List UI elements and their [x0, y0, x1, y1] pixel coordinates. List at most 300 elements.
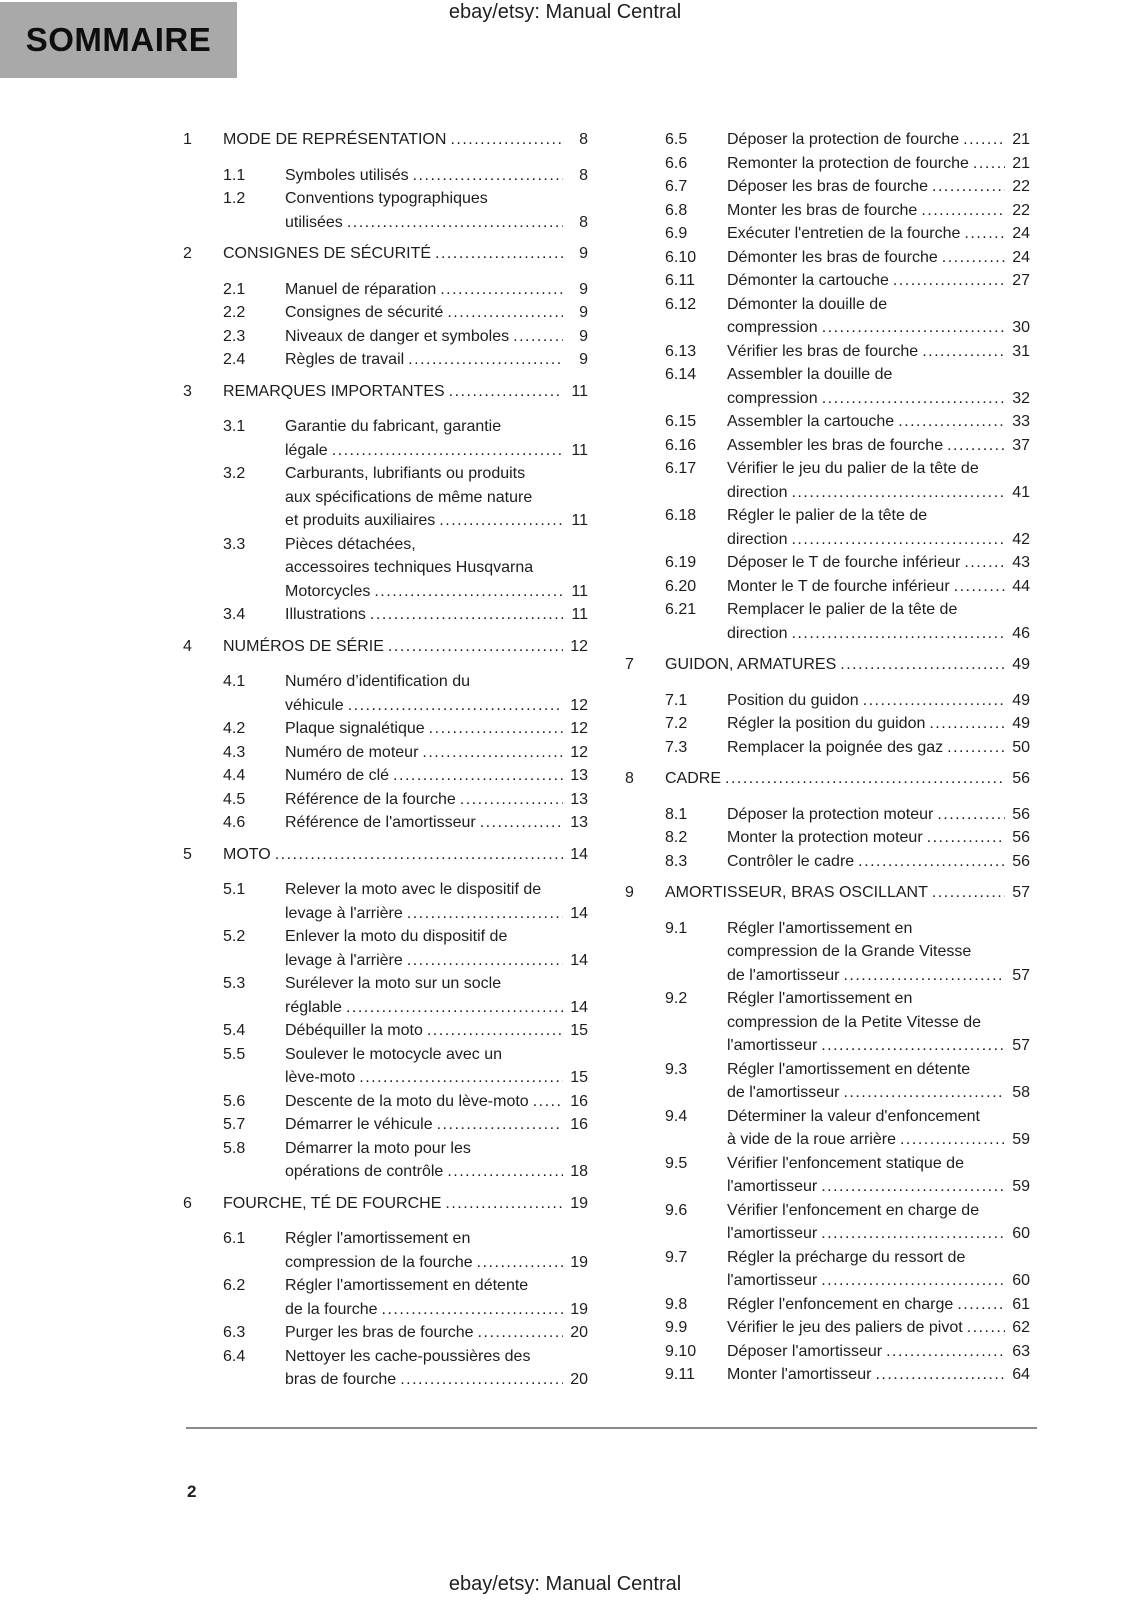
toc-page-ref: 27 [1012, 272, 1030, 289]
toc-entry-number: 2.2 [223, 304, 246, 321]
toc-entry-text: lève-moto [285, 1069, 356, 1086]
toc-entry [665, 199, 1030, 223]
toc-entry-number: 6.15 [665, 413, 697, 430]
toc-entry-text: Règles de travail [285, 351, 405, 368]
toc-section-block [625, 653, 1030, 759]
toc-entry-line [665, 803, 1030, 827]
toc-entry-line [223, 925, 588, 949]
toc-entry-line [665, 1340, 1030, 1364]
toc-entry-line [223, 462, 588, 486]
toc-page-ref: 20 [570, 1371, 588, 1388]
toc-entry-indent [665, 1175, 727, 1199]
toc-entry-line [223, 439, 588, 463]
toc-entry-line [665, 457, 1030, 481]
toc-entry-text: Régler l'amortissement en détente [285, 1277, 529, 1294]
toc-page-ref: 11 [571, 382, 588, 400]
toc-page-ref: 21 [1012, 131, 1030, 148]
dot-leader [921, 199, 1005, 223]
toc-entry-text: Manuel de réparation [285, 280, 437, 298]
toc-entry [223, 278, 588, 302]
toc-entry-line [665, 1246, 1030, 1270]
toc-page-ref: 33 [1012, 413, 1030, 430]
toc-entry-text: direction [727, 530, 788, 548]
toc-entry-line [665, 293, 1030, 317]
dot-leader [450, 128, 563, 152]
toc-entry [665, 340, 1030, 364]
toc-section-title: NUMÉROS DE SÉRIE [223, 637, 384, 655]
toc-page-ref: 9 [579, 245, 588, 262]
toc-entry-line [223, 486, 588, 510]
toc-entry-text: Remplacer le palier de la tête de [727, 601, 958, 618]
toc-entry-number: 5.7 [223, 1116, 246, 1133]
toc-entry-line [223, 325, 588, 349]
toc-entry [223, 1321, 588, 1345]
toc-entry-number: 6.3 [223, 1324, 246, 1341]
dot-leader [858, 850, 1005, 874]
toc-page-ref: 13 [570, 790, 588, 808]
toc-entry-line [665, 1222, 1030, 1246]
toc-entry [223, 670, 588, 717]
toc-entry-number: 3.3 [223, 535, 246, 553]
dot-leader [413, 164, 563, 188]
toc-page-ref: 11 [571, 441, 588, 459]
toc-entry-number: 6.2 [223, 1277, 246, 1294]
dot-leader [347, 211, 563, 235]
toc-entry-indent [223, 1160, 285, 1184]
toc-column-right [625, 128, 1030, 1392]
dot-leader [439, 509, 563, 533]
toc-entry [665, 269, 1030, 293]
toc-entry [223, 1227, 588, 1274]
toc-entry-indent [223, 1298, 285, 1322]
toc-entry-number: 5.5 [223, 1045, 246, 1063]
toc-entry [665, 175, 1030, 199]
toc-entry [223, 462, 588, 533]
toc-entry-text: accessoires techniques Husqvarna [285, 559, 534, 576]
toc-entry-text: véhicule [285, 696, 344, 714]
toc-entry-line [223, 902, 588, 926]
toc-entry-line [223, 211, 588, 235]
toc-section-number: 2 [183, 245, 192, 262]
toc-entry-line [665, 504, 1030, 528]
toc-entry [665, 1152, 1030, 1199]
toc-section-block [625, 767, 1030, 873]
toc-entry-text: Déposer la protection moteur [727, 805, 934, 823]
dot-leader [478, 1321, 563, 1345]
toc-entry-line [223, 301, 588, 325]
toc-entry-line [223, 878, 588, 902]
toc-entry [223, 1137, 588, 1184]
toc-entry [223, 187, 588, 234]
dot-leader [435, 242, 563, 266]
toc-entry-indent [665, 316, 727, 340]
toc-entry-text: Démonter la cartouche [727, 272, 889, 289]
toc-entry-number: 6.17 [665, 460, 697, 477]
toc-section-block [183, 843, 588, 1184]
toc-entry-line [223, 415, 588, 439]
toc-entry-text: Vérifier l'enfoncement en charge de [727, 1201, 980, 1219]
toc-page-ref: 8 [579, 166, 588, 184]
toc-entry-line [665, 1128, 1030, 1152]
toc-page-ref: 62 [1012, 1319, 1030, 1336]
toc-entry [665, 987, 1030, 1058]
toc-entry-text: à vide de la roue arrière [727, 1131, 896, 1148]
toc-entry-number: 6.10 [665, 248, 697, 266]
toc-entry-line [665, 1293, 1030, 1317]
toc-section-title: MOTO [223, 845, 271, 863]
toc-entry-number: 8.3 [665, 852, 688, 870]
toc-entry [223, 878, 588, 925]
toc-entry-line [223, 603, 588, 627]
toc-page-ref: 13 [570, 767, 588, 784]
toc-items [223, 164, 588, 235]
toc-entry-line [665, 410, 1030, 434]
toc-page-ref: 18 [570, 1163, 588, 1180]
toc-page-ref: 8 [579, 213, 588, 231]
toc-entry-line [223, 1066, 588, 1090]
toc-entry-line [665, 598, 1030, 622]
toc-entry-text: Descente de la moto du lève-moto [285, 1092, 529, 1110]
toc-entry-line [665, 269, 1030, 293]
toc-entry-number: 6.21 [665, 601, 697, 618]
table-of-contents [183, 128, 1030, 1392]
toc-page-ref: 14 [570, 951, 588, 969]
toc-entry [665, 850, 1030, 874]
toc-page-ref: 44 [1012, 577, 1030, 595]
toc-entry-line [223, 1251, 588, 1275]
toc-entry-line [223, 741, 588, 765]
toc-entry-text: Régler l'amortissement en [727, 990, 913, 1007]
toc-entry-number: 9.6 [665, 1201, 688, 1219]
toc-page-ref: 15 [570, 1069, 588, 1086]
toc-items [223, 670, 588, 835]
toc-entry-number: 7.3 [665, 738, 688, 756]
toc-page-ref: 22 [1012, 178, 1030, 195]
toc-section-header [183, 1192, 588, 1216]
dot-leader [954, 575, 1005, 599]
dot-leader [407, 902, 563, 926]
toc-entry [223, 325, 588, 349]
toc-entry [665, 1363, 1030, 1387]
toc-entry-text: Démonter la douille de [727, 295, 888, 313]
toc-page-ref: 42 [1012, 530, 1030, 548]
toc-entry [665, 917, 1030, 988]
toc-entry-text: Démarrer la moto pour les [285, 1139, 471, 1157]
toc-entry-text: l'amortisseur [727, 1178, 818, 1195]
toc-entry-number: 9.7 [665, 1248, 688, 1266]
toc-entry [665, 551, 1030, 575]
dot-leader [440, 278, 563, 302]
toc-entry-indent [665, 964, 727, 988]
toc-items [223, 1227, 588, 1392]
toc-page-ref: 12 [570, 637, 588, 655]
toc-entry-line [223, 1090, 588, 1114]
toc-entry-number: 6.6 [665, 154, 688, 172]
toc-entry-line [665, 1058, 1030, 1082]
toc-page-ref: 12 [570, 720, 588, 737]
toc-entry-line [665, 363, 1030, 387]
toc-page-ref: 8 [579, 131, 588, 148]
toc-entry-number: 1.1 [223, 166, 246, 184]
toc-entry-line [665, 736, 1030, 760]
toc-entry-number: 6.19 [665, 554, 697, 571]
toc-entry-line [665, 1316, 1030, 1340]
toc-entry-text: compression [727, 319, 818, 336]
toc-page-ref: 9 [579, 280, 588, 298]
toc-entry-line [665, 340, 1030, 364]
toc-entry-text: Motorcycles [285, 582, 371, 600]
toc-entry-text: Enlever la moto du dispositif de [285, 928, 508, 945]
toc-entry-line [665, 1363, 1030, 1387]
toc-entry-line [665, 1269, 1030, 1293]
toc-entry [665, 575, 1030, 599]
toc-entry-indent [665, 387, 727, 411]
toc-page-ref: 32 [1012, 389, 1030, 407]
toc-page-ref: 21 [1012, 154, 1030, 172]
dot-leader [382, 1298, 563, 1322]
dot-leader [843, 1081, 1005, 1105]
toc-entry-text: Régler le palier de la tête de [727, 507, 928, 524]
toc-entry [665, 1293, 1030, 1317]
toc-entry-line [223, 1137, 588, 1161]
toc-section-number: 3 [183, 382, 192, 400]
toc-entry-text: Numéro de moteur [285, 743, 419, 761]
toc-entry-text: compression de la Petite Vitesse de [727, 1013, 982, 1031]
toc-entry-text: Vérifier le jeu du palier de la tête de [727, 460, 979, 477]
toc-page-ref: 12 [570, 696, 588, 714]
toc-entry-line [223, 1274, 588, 1298]
toc-entry [665, 1199, 1030, 1246]
toc-page-ref: 56 [1012, 805, 1030, 823]
toc-entry-line [665, 199, 1030, 223]
dot-leader [445, 1192, 563, 1216]
toc-page-ref: 24 [1012, 225, 1030, 242]
toc-entry-number: 9.2 [665, 990, 688, 1007]
toc-entry-text: Contrôler le cadre [727, 852, 855, 870]
toc-entry-text: direction [727, 483, 788, 501]
toc-entry-text: Pièces détachées, [285, 535, 416, 553]
toc-entry-number: 6.16 [665, 436, 697, 454]
toc-page-ref: 59 [1012, 1131, 1030, 1148]
dot-leader [937, 803, 1005, 827]
toc-entry-number: 3.1 [223, 418, 246, 435]
dot-leader [447, 1160, 563, 1184]
dot-leader [359, 1066, 563, 1090]
header-text: ebay/etsy: Manual Central [448, 1, 682, 23]
toc-entry [665, 222, 1030, 246]
dot-leader [407, 949, 563, 973]
dot-leader [932, 175, 1005, 199]
toc-entry-number: 6.20 [665, 577, 697, 595]
toc-entry-line [223, 1160, 588, 1184]
toc-entry-line [223, 1321, 588, 1345]
dot-leader [275, 843, 563, 867]
dot-leader [893, 269, 1005, 293]
toc-entry-text: réglable [285, 998, 342, 1016]
toc-page-ref: 11 [571, 606, 588, 623]
toc-entry-line [665, 528, 1030, 552]
dot-leader [449, 380, 563, 404]
toc-entry-text: Assembler la douille de [727, 366, 893, 383]
toc-page-ref: 14 [570, 998, 588, 1016]
toc-entry-indent [223, 580, 285, 604]
toc-entry-text: Régler la précharge du ressort de [727, 1248, 966, 1266]
toc-items [223, 278, 588, 372]
toc-page-ref: 14 [570, 904, 588, 922]
toc-entry-line [665, 1081, 1030, 1105]
toc-entry-text: Purger les bras de fourche [285, 1324, 474, 1341]
toc-page-ref: 9 [579, 304, 588, 321]
toc-entry-indent [223, 694, 285, 718]
toc-entry-line [223, 164, 588, 188]
toc-items [223, 878, 588, 1184]
toc-entry-line [665, 689, 1030, 713]
toc-entry-text: et produits auxiliaires [285, 512, 436, 529]
toc-section-number: 4 [183, 637, 192, 655]
toc-entry-number: 5.1 [223, 881, 246, 898]
toc-entry-line [223, 788, 588, 812]
toc-entry-number: 4.6 [223, 814, 246, 831]
toc-entry-indent [223, 1251, 285, 1275]
dot-leader [963, 128, 1005, 152]
toc-entry-text: compression de la Grande Vitesse [727, 943, 972, 960]
toc-entry [223, 1113, 588, 1137]
toc-section-block [183, 242, 588, 372]
toc-entry-line [223, 1345, 588, 1369]
toc-entry-line [665, 712, 1030, 736]
toc-page-ref: 61 [1012, 1295, 1030, 1313]
toc-page-ref: 60 [1012, 1272, 1030, 1289]
dot-leader [947, 736, 1005, 760]
dot-leader [400, 1368, 563, 1392]
toc-entry-number: 4.5 [223, 790, 246, 808]
toc-entry-number: 5.8 [223, 1139, 246, 1157]
toc-entry [223, 301, 588, 325]
toc-section-header [625, 653, 1030, 677]
toc-entry [223, 811, 588, 835]
toc-page-ref: 13 [570, 814, 588, 831]
toc-entry-line [223, 972, 588, 996]
toc-page-ref: 14 [570, 845, 588, 863]
dot-leader [429, 717, 563, 741]
toc-entry [665, 434, 1030, 458]
toc-entry-number: 9.9 [665, 1319, 688, 1336]
toc-entry-text: Monter l'amortisseur [727, 1366, 872, 1383]
toc-entry-line [223, 764, 588, 788]
dot-leader [947, 434, 1005, 458]
toc-entry-text: levage à l'arrière [285, 904, 403, 922]
toc-section-block [625, 128, 1030, 645]
toc-entry-line [223, 533, 588, 557]
toc-page-ref: 43 [1012, 554, 1030, 571]
dot-leader [422, 741, 563, 765]
toc-entry-line [665, 826, 1030, 850]
toc-entry-line [665, 917, 1030, 941]
dot-leader [427, 1019, 563, 1043]
toc-page-ref: 57 [1012, 884, 1030, 901]
toc-entry-number: 9.11 [665, 1366, 695, 1383]
toc-entry-line [665, 1105, 1030, 1129]
toc-page-ref: 63 [1012, 1342, 1030, 1360]
toc-items [665, 128, 1030, 645]
toc-entry-number: 5.4 [223, 1022, 246, 1039]
toc-entry-line [223, 670, 588, 694]
toc-section-number: 1 [183, 131, 192, 148]
toc-entry [665, 689, 1030, 713]
toc-entry-indent [223, 902, 285, 926]
toc-page-ref: 64 [1012, 1366, 1030, 1383]
toc-entry-line [223, 509, 588, 533]
toc-entry-text: Déposer les bras de fourche [727, 178, 928, 195]
toc-entry [223, 925, 588, 972]
toc-entry [223, 1274, 588, 1321]
toc-page-ref: 19 [570, 1253, 588, 1271]
toc-entry-text: Niveaux de danger et symboles [285, 327, 510, 345]
toc-entry-text: opérations de contrôle [285, 1163, 444, 1180]
toc-entry-text: légale [285, 441, 328, 459]
toc-entry [665, 457, 1030, 504]
toc-page-ref: 57 [1012, 966, 1030, 984]
toc-entry-text: Nettoyer les cache-poussières des [285, 1347, 531, 1365]
toc-entry-text: aux spécifications de même nature [285, 488, 533, 506]
toc-section-number: 6 [183, 1194, 192, 1212]
toc-entry-number: 6.9 [665, 225, 688, 242]
toc-entry [223, 603, 588, 627]
toc-entry-number: 6.5 [665, 131, 688, 148]
footer-divider [186, 1427, 1037, 1429]
toc-page-ref: 41 [1012, 483, 1030, 501]
dot-leader [967, 1316, 1005, 1340]
toc-entry-text: Soulever le motocycle avec un [285, 1045, 502, 1063]
dot-leader [898, 410, 1005, 434]
toc-page-ref: 22 [1012, 201, 1030, 219]
toc-entry [665, 736, 1030, 760]
toc-page-ref: 58 [1012, 1084, 1030, 1101]
toc-section-number: 9 [625, 884, 634, 901]
toc-entry-line [665, 481, 1030, 505]
toc-entry [665, 363, 1030, 410]
toc-entry [223, 1043, 588, 1090]
toc-entry-text: Déposer l'amortisseur [727, 1342, 883, 1360]
toc-entry [665, 1105, 1030, 1152]
toc-entry-text: Remonter la protection de fourche [727, 154, 969, 172]
toc-entry [665, 152, 1030, 176]
toc-page-ref: 31 [1012, 342, 1030, 360]
dot-leader [875, 1363, 1005, 1387]
toc-entry-text: Démonter les bras de fourche [727, 248, 938, 266]
sommaire-title-box [0, 2, 237, 78]
toc-page-ref: 56 [1012, 852, 1030, 870]
dot-leader [370, 603, 563, 627]
toc-entry-indent [223, 1368, 285, 1392]
toc-entry-number: 6.1 [223, 1230, 246, 1247]
toc-entry-line [223, 811, 588, 835]
toc-section-header [183, 128, 588, 152]
toc-entry [665, 504, 1030, 551]
toc-entry-line [223, 348, 588, 372]
dot-leader [791, 622, 1005, 646]
toc-items [665, 803, 1030, 874]
dot-leader [822, 387, 1005, 411]
toc-entry-number: 6.4 [223, 1347, 246, 1365]
toc-entry-line [223, 949, 588, 973]
toc-entry-number: 9.5 [665, 1154, 688, 1172]
toc-entry-text: Démarrer le véhicule [285, 1116, 433, 1133]
dot-leader [973, 152, 1005, 176]
toc-entry-text: Référence de la fourche [285, 790, 456, 808]
toc-entry-indent [665, 940, 727, 964]
toc-entry-number: 9.3 [665, 1060, 688, 1078]
